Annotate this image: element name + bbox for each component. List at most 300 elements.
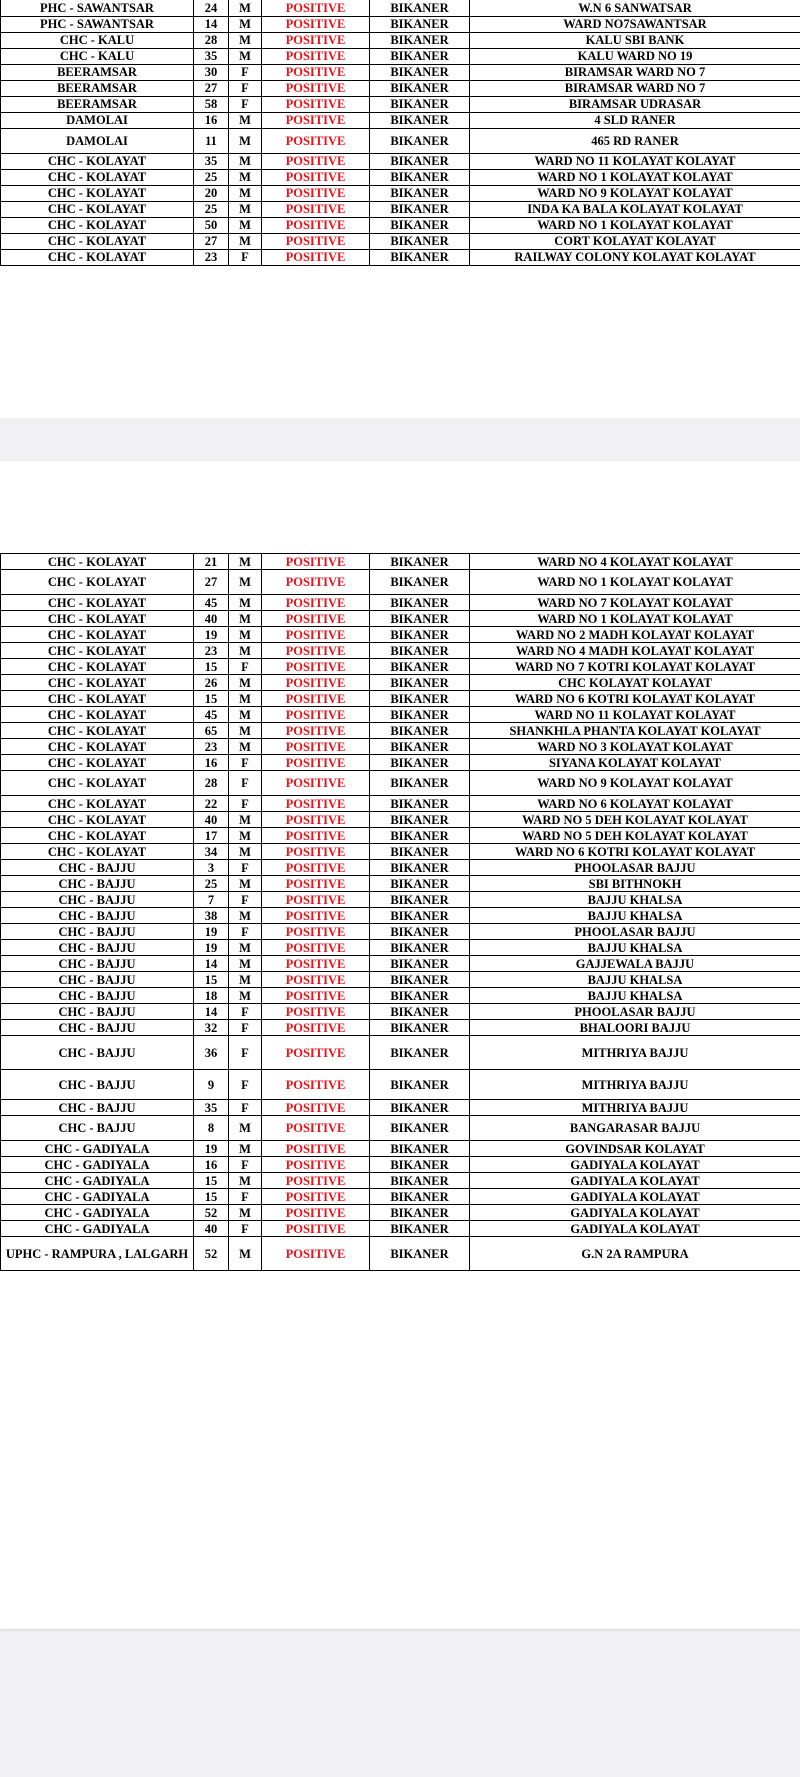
table-row (1, 48, 800, 64)
cell-address: WARD NO 9 KOLAYAT KOLAYAT (470, 185, 800, 201)
table-row (1, 755, 800, 771)
cell-facility: CHC - BAJJU (1, 940, 194, 956)
cell-facility: CHC - KOLAYAT (1, 739, 194, 755)
cell-result: POSITIVE (262, 1036, 370, 1070)
cell-result: POSITIVE (262, 812, 370, 828)
cell-result: POSITIVE (262, 1004, 370, 1020)
cell-facility: CHC - BAJJU (1, 1020, 194, 1036)
cell-sex: M (229, 48, 262, 64)
cell-district: BIKANER (370, 112, 470, 128)
table-row (1, 924, 800, 940)
cell-age: 30 (194, 64, 229, 80)
cell-address: WARD NO 7 KOLAYAT KOLAYAT (470, 595, 800, 611)
cell-address: WARD NO 1 KOLAYAT KOLAYAT (470, 570, 800, 595)
cell-age: 18 (194, 988, 229, 1004)
cell-age: 21 (194, 554, 229, 570)
cell-result: POSITIVE (262, 64, 370, 80)
table-row (1, 860, 800, 876)
cell-address: PHOOLASAR BAJJU (470, 860, 800, 876)
cell-district: BIKANER (370, 892, 470, 908)
cell-result: POSITIVE (262, 554, 370, 570)
cell-age: 27 (194, 570, 229, 595)
cell-result: POSITIVE (262, 1189, 370, 1205)
cell-district: BIKANER (370, 876, 470, 892)
cell-age: 35 (194, 48, 229, 64)
cell-sex: M (229, 972, 262, 988)
cell-district: BIKANER (370, 956, 470, 972)
table-row (1, 1205, 800, 1221)
cell-district: BIKANER (370, 812, 470, 828)
cell-district: BIKANER (370, 96, 470, 112)
cell-age: 28 (194, 32, 229, 48)
table-row (1, 828, 800, 844)
cell-facility: CHC - BAJJU (1, 892, 194, 908)
cell-facility: CHC - KALU (1, 32, 194, 48)
table-row (1, 1036, 800, 1070)
cell-address: BAJJU KHALSA (470, 988, 800, 1004)
cell-age: 38 (194, 908, 229, 924)
cell-address: WARD NO 5 DEH KOLAYAT KOLAYAT (470, 812, 800, 828)
table-row (1, 643, 800, 659)
cell-age: 25 (194, 169, 229, 185)
table-row (1, 595, 800, 611)
table-row (1, 80, 800, 96)
cell-sex: M (229, 828, 262, 844)
patient-list-table-1 (0, 0, 800, 266)
cell-district: BIKANER (370, 0, 470, 16)
cell-district: BIKANER (370, 1004, 470, 1020)
cell-district: BIKANER (370, 1100, 470, 1116)
cell-facility: BEERAMSAR (1, 96, 194, 112)
cell-address: KALU SBI BANK (470, 32, 800, 48)
cell-district: BIKANER (370, 1237, 470, 1271)
cell-district: BIKANER (370, 860, 470, 876)
cell-district: BIKANER (370, 249, 470, 265)
cell-sex: M (229, 32, 262, 48)
cell-district: BIKANER (370, 1036, 470, 1070)
cell-result: POSITIVE (262, 1205, 370, 1221)
cell-age: 52 (194, 1237, 229, 1271)
cell-sex: F (229, 659, 262, 675)
cell-result: POSITIVE (262, 32, 370, 48)
cell-result: POSITIVE (262, 16, 370, 32)
cell-age: 20 (194, 185, 229, 201)
cell-age: 19 (194, 940, 229, 956)
cell-sex: M (229, 1237, 262, 1271)
cell-age: 32 (194, 1020, 229, 1036)
cell-facility: CHC - BAJJU (1, 1116, 194, 1141)
cell-facility: CHC - BAJJU (1, 988, 194, 1004)
table-row (1, 249, 800, 265)
cell-facility: CHC - BAJJU (1, 924, 194, 940)
cell-sex: M (229, 595, 262, 611)
cell-result: POSITIVE (262, 1020, 370, 1036)
cell-address: BIRAMSAR WARD NO 7 (470, 80, 800, 96)
cell-sex: M (229, 153, 262, 169)
cell-sex: M (229, 844, 262, 860)
cell-sex: M (229, 570, 262, 595)
cell-address: WARD NO 1 KOLAYAT KOLAYAT (470, 611, 800, 627)
table-row (1, 739, 800, 755)
cell-sex: M (229, 169, 262, 185)
cell-facility: CHC - KALU (1, 48, 194, 64)
table-row (1, 1070, 800, 1100)
cell-result: POSITIVE (262, 570, 370, 595)
cell-facility: UPHC - RAMPURA , LALGARH (1, 1237, 194, 1271)
cell-address: SHANKHLA PHANTA KOLAYAT KOLAYAT (470, 723, 800, 739)
cell-district: BIKANER (370, 755, 470, 771)
cell-age: 40 (194, 611, 229, 627)
table-row (1, 112, 800, 128)
cell-address: 4 SLD RANER (470, 112, 800, 128)
cell-facility: CHC - KOLAYAT (1, 691, 194, 707)
cell-facility: CHC - KOLAYAT (1, 233, 194, 249)
cell-result: POSITIVE (262, 80, 370, 96)
cell-sex: F (229, 1221, 262, 1237)
cell-sex: M (229, 0, 262, 16)
cell-result: POSITIVE (262, 201, 370, 217)
cell-address: MITHRIYA BAJJU (470, 1070, 800, 1100)
cell-district: BIKANER (370, 1020, 470, 1036)
cell-district: BIKANER (370, 988, 470, 1004)
cell-result: POSITIVE (262, 233, 370, 249)
cell-sex: M (229, 554, 262, 570)
cell-result: POSITIVE (262, 723, 370, 739)
cell-facility: CHC - KOLAYAT (1, 771, 194, 796)
cell-district: BIKANER (370, 1221, 470, 1237)
cell-result: POSITIVE (262, 892, 370, 908)
cell-age: 25 (194, 201, 229, 217)
cell-sex: M (229, 675, 262, 691)
cell-sex: F (229, 80, 262, 96)
cell-facility: PHC - SAWANTSAR (1, 0, 194, 16)
cell-district: BIKANER (370, 128, 470, 153)
cell-address: WARD NO 6 KOTRI KOLAYAT KOLAYAT (470, 844, 800, 860)
cell-result: POSITIVE (262, 1157, 370, 1173)
cell-age: 50 (194, 217, 229, 233)
cell-address: WARD NO 5 DEH KOLAYAT KOLAYAT (470, 828, 800, 844)
cell-district: BIKANER (370, 16, 470, 32)
table-row (1, 675, 800, 691)
cell-address: CHC KOLAYAT KOLAYAT (470, 675, 800, 691)
cell-result: POSITIVE (262, 956, 370, 972)
cell-age: 15 (194, 1173, 229, 1189)
cell-age: 36 (194, 1036, 229, 1070)
cell-address: WARD NO 2 MADH KOLAYAT KOLAYAT (470, 627, 800, 643)
cell-facility: CHC - BAJJU (1, 972, 194, 988)
table-row (1, 153, 800, 169)
cell-age: 40 (194, 812, 229, 828)
cell-district: BIKANER (370, 1070, 470, 1100)
cell-age: 7 (194, 892, 229, 908)
table-row (1, 169, 800, 185)
cell-address: WARD NO 11 KOLAYAT KOLAYAT (470, 707, 800, 723)
cell-district: BIKANER (370, 1205, 470, 1221)
cell-sex: M (229, 988, 262, 1004)
cell-district: BIKANER (370, 32, 470, 48)
cell-sex: F (229, 1036, 262, 1070)
cell-address: GADIYALA KOLAYAT (470, 1157, 800, 1173)
cell-age: 14 (194, 956, 229, 972)
cell-district: BIKANER (370, 1141, 470, 1157)
cell-address: WARD NO 6 KOTRI KOLAYAT KOLAYAT (470, 691, 800, 707)
cell-age: 15 (194, 691, 229, 707)
table-row (1, 570, 800, 595)
cell-result: POSITIVE (262, 675, 370, 691)
cell-district: BIKANER (370, 570, 470, 595)
cell-sex: M (229, 643, 262, 659)
cell-address: BIRAMSAR UDRASAR (470, 96, 800, 112)
cell-district: BIKANER (370, 64, 470, 80)
cell-result: POSITIVE (262, 112, 370, 128)
cell-district: BIKANER (370, 554, 470, 570)
table-row (1, 1173, 800, 1189)
cell-age: 16 (194, 755, 229, 771)
cell-district: BIKANER (370, 643, 470, 659)
cell-facility: CHC - KOLAYAT (1, 595, 194, 611)
cell-sex: F (229, 860, 262, 876)
cell-result: POSITIVE (262, 860, 370, 876)
cell-sex: F (229, 924, 262, 940)
cell-address: BANGARASAR BAJJU (470, 1116, 800, 1141)
table-row (1, 1157, 800, 1173)
cell-facility: CHC - BAJJU (1, 908, 194, 924)
cell-age: 35 (194, 153, 229, 169)
cell-district: BIKANER (370, 233, 470, 249)
table-row (1, 233, 800, 249)
cell-sex: F (229, 1020, 262, 1036)
cell-sex: M (229, 217, 262, 233)
table-row (1, 1020, 800, 1036)
cell-district: BIKANER (370, 1157, 470, 1173)
table-row (1, 217, 800, 233)
cell-age: 15 (194, 972, 229, 988)
cell-facility: CHC - KOLAYAT (1, 723, 194, 739)
cell-result: POSITIVE (262, 1173, 370, 1189)
cell-age: 27 (194, 80, 229, 96)
cell-address: W.N 6 SANWATSAR (470, 0, 800, 16)
cell-address: WARD NO 6 KOLAYAT KOLAYAT (470, 796, 800, 812)
cell-district: BIKANER (370, 691, 470, 707)
table-row (1, 771, 800, 796)
cell-facility: CHC - KOLAYAT (1, 675, 194, 691)
cell-facility: CHC - KOLAYAT (1, 201, 194, 217)
table-row (1, 201, 800, 217)
cell-age: 45 (194, 707, 229, 723)
cell-age: 19 (194, 1141, 229, 1157)
cell-age: 25 (194, 876, 229, 892)
cell-sex: M (229, 611, 262, 627)
cell-sex: M (229, 233, 262, 249)
cell-age: 35 (194, 1100, 229, 1116)
cell-address: GADIYALA KOLAYAT (470, 1189, 800, 1205)
cell-age: 19 (194, 627, 229, 643)
cell-result: POSITIVE (262, 48, 370, 64)
cell-sex: M (229, 812, 262, 828)
cell-sex: F (229, 1070, 262, 1100)
cell-facility: CHC - KOLAYAT (1, 153, 194, 169)
cell-address: 465 RD RANER (470, 128, 800, 153)
cell-facility: CHC - KOLAYAT (1, 185, 194, 201)
cell-sex: M (229, 739, 262, 755)
cell-result: POSITIVE (262, 796, 370, 812)
cell-facility: CHC - KOLAYAT (1, 611, 194, 627)
cell-address: WARD NO7SAWANTSAR (470, 16, 800, 32)
cell-result: POSITIVE (262, 627, 370, 643)
cell-district: BIKANER (370, 924, 470, 940)
cell-result: POSITIVE (262, 691, 370, 707)
cell-facility: CHC - KOLAYAT (1, 707, 194, 723)
cell-facility: CHC - KOLAYAT (1, 627, 194, 643)
cell-district: BIKANER (370, 723, 470, 739)
cell-district: BIKANER (370, 796, 470, 812)
cell-age: 8 (194, 1116, 229, 1141)
cell-facility: DAMOLAI (1, 112, 194, 128)
cell-age: 14 (194, 1004, 229, 1020)
table-row (1, 0, 800, 16)
cell-age: 16 (194, 112, 229, 128)
cell-facility: CHC - KOLAYAT (1, 554, 194, 570)
table-row (1, 16, 800, 32)
cell-age: 26 (194, 675, 229, 691)
table-row (1, 627, 800, 643)
cell-address: WARD NO 9 KOLAYAT KOLAYAT (470, 771, 800, 796)
cell-age: 16 (194, 1157, 229, 1173)
cell-district: BIKANER (370, 659, 470, 675)
cell-district: BIKANER (370, 80, 470, 96)
table-row (1, 185, 800, 201)
table-row (1, 1100, 800, 1116)
cell-result: POSITIVE (262, 96, 370, 112)
cell-result: POSITIVE (262, 924, 370, 940)
table-row (1, 1237, 800, 1271)
cell-facility: CHC - GADIYALA (1, 1205, 194, 1221)
cell-district: BIKANER (370, 1116, 470, 1141)
cell-district: BIKANER (370, 771, 470, 796)
cell-age: 3 (194, 860, 229, 876)
table-row (1, 128, 800, 153)
cell-sex: M (229, 908, 262, 924)
table-row (1, 844, 800, 860)
cell-age: 28 (194, 771, 229, 796)
cell-address: PHOOLASAR BAJJU (470, 1004, 800, 1020)
patient-list-table-2 (0, 553, 800, 1271)
cell-facility: CHC - KOLAYAT (1, 643, 194, 659)
cell-facility: CHC - KOLAYAT (1, 844, 194, 860)
cell-district: BIKANER (370, 739, 470, 755)
cell-address: BAJJU KHALSA (470, 940, 800, 956)
cell-facility: CHC - BAJJU (1, 876, 194, 892)
cell-age: 15 (194, 1189, 229, 1205)
table-row (1, 1141, 800, 1157)
cell-result: POSITIVE (262, 739, 370, 755)
cell-address: GADIYALA KOLAYAT (470, 1173, 800, 1189)
cell-age: 23 (194, 643, 229, 659)
cell-sex: M (229, 1173, 262, 1189)
cell-address: BAJJU KHALSA (470, 972, 800, 988)
cell-result: POSITIVE (262, 1070, 370, 1100)
cell-sex: M (229, 876, 262, 892)
table-row (1, 32, 800, 48)
cell-sex: F (229, 1157, 262, 1173)
cell-district: BIKANER (370, 169, 470, 185)
cell-age: 9 (194, 1070, 229, 1100)
cell-result: POSITIVE (262, 611, 370, 627)
cell-address: GADIYALA KOLAYAT (470, 1205, 800, 1221)
cell-address: SIYANA KOLAYAT KOLAYAT (470, 755, 800, 771)
table-row (1, 707, 800, 723)
cell-address: PHOOLASAR BAJJU (470, 924, 800, 940)
cell-address: WARD NO 4 KOLAYAT KOLAYAT (470, 554, 800, 570)
cell-district: BIKANER (370, 611, 470, 627)
cell-address: GADIYALA KOLAYAT (470, 1221, 800, 1237)
cell-result: POSITIVE (262, 707, 370, 723)
cell-address: WARD NO 1 KOLAYAT KOLAYAT (470, 217, 800, 233)
cell-result: POSITIVE (262, 595, 370, 611)
cell-facility: CHC - BAJJU (1, 1036, 194, 1070)
cell-age: 23 (194, 249, 229, 265)
cell-age: 52 (194, 1205, 229, 1221)
cell-result: POSITIVE (262, 643, 370, 659)
cell-result: POSITIVE (262, 908, 370, 924)
cell-facility: CHC - GADIYALA (1, 1157, 194, 1173)
cell-address: CORT KOLAYAT KOLAYAT (470, 233, 800, 249)
cell-sex: M (229, 1116, 262, 1141)
cell-result: POSITIVE (262, 1221, 370, 1237)
cell-result: POSITIVE (262, 249, 370, 265)
cell-result: POSITIVE (262, 972, 370, 988)
cell-sex: F (229, 96, 262, 112)
cell-district: BIKANER (370, 908, 470, 924)
cell-result: POSITIVE (262, 0, 370, 16)
cell-address: BHALOORI BAJJU (470, 1020, 800, 1036)
cell-district: BIKANER (370, 828, 470, 844)
document-page-2 (0, 461, 800, 1629)
cell-facility: CHC - BAJJU (1, 956, 194, 972)
cell-district: BIKANER (370, 153, 470, 169)
table-row (1, 940, 800, 956)
cell-sex: M (229, 201, 262, 217)
cell-facility: PHC - SAWANTSAR (1, 16, 194, 32)
cell-facility: CHC - KOLAYAT (1, 755, 194, 771)
table-row (1, 96, 800, 112)
cell-age: 23 (194, 739, 229, 755)
cell-address: MITHRIYA BAJJU (470, 1036, 800, 1070)
cell-facility: CHC - KOLAYAT (1, 659, 194, 675)
table-row (1, 1116, 800, 1141)
cell-age: 17 (194, 828, 229, 844)
table-row (1, 691, 800, 707)
cell-sex: F (229, 771, 262, 796)
cell-facility: BEERAMSAR (1, 64, 194, 80)
cell-address: SBI BITHNOKH (470, 876, 800, 892)
cell-district: BIKANER (370, 217, 470, 233)
cell-facility: CHC - KOLAYAT (1, 828, 194, 844)
cell-facility: CHC - BAJJU (1, 1100, 194, 1116)
cell-facility: CHC - GADIYALA (1, 1141, 194, 1157)
cell-address: BAJJU KHALSA (470, 908, 800, 924)
table-row (1, 611, 800, 627)
cell-age: 15 (194, 659, 229, 675)
cell-result: POSITIVE (262, 128, 370, 153)
table-row (1, 956, 800, 972)
table-row (1, 1221, 800, 1237)
cell-result: POSITIVE (262, 217, 370, 233)
cell-age: 45 (194, 595, 229, 611)
cell-result: POSITIVE (262, 940, 370, 956)
cell-facility: CHC - KOLAYAT (1, 812, 194, 828)
cell-address: WARD NO 4 MADH KOLAYAT KOLAYAT (470, 643, 800, 659)
